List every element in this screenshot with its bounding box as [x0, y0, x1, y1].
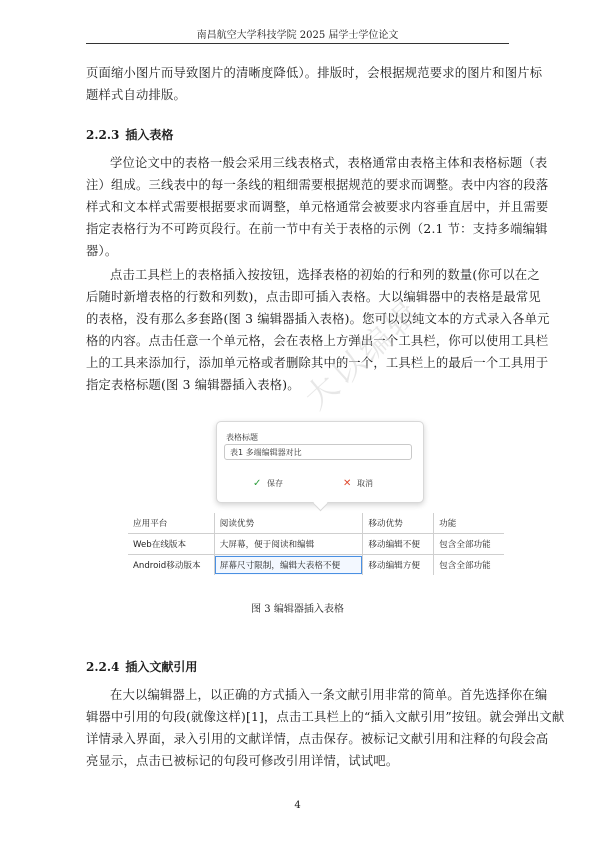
text-line: 指定表格标题(图 3 编辑器插入表格)。	[86, 378, 300, 392]
text-line: 题样式自动排版。	[86, 88, 186, 102]
table-cell[interactable]: 包含全部功能	[434, 534, 504, 555]
table-cell[interactable]: Web在线版本	[128, 534, 214, 555]
text-line: 器）。	[86, 244, 118, 258]
table-header-cell[interactable]: 移动优势	[363, 513, 434, 534]
save-button[interactable]	[253, 478, 283, 489]
table-cell[interactable]: Android移动版本	[128, 555, 214, 576]
text-line: 辑器中引用的句段(就像这样)[1]，点击工具栏上的“插入文献引用”按钮。就会弹出文献	[86, 710, 565, 724]
comparison-table	[128, 513, 504, 575]
text-line: 页面缩小图片而导致图片的清晰度降低）。排版时，会根据规范要求的图片和图片标	[86, 66, 543, 80]
section-title: 插入表格	[125, 128, 174, 142]
section-heading-2-2-4	[86, 658, 197, 675]
text-line: 样式和文本样式需要根据要求而调整，单元格通常会被要求内容垂直居中，并且需要	[86, 200, 549, 214]
text-line: 在大以编辑器上，以正确的方式插入一条文献引用非常的简单。首先选择你在编	[110, 688, 548, 702]
page-number: 4	[294, 800, 301, 811]
table-row	[128, 534, 504, 555]
close-icon: ✕	[343, 478, 352, 489]
text-line: 亮显示，点击已被标记的句段可修改引用详情，试试吧。	[86, 754, 399, 768]
figure-editor-table	[128, 421, 504, 581]
text-line: 后随时新增表格的行数和列数)，点击即可插入表格。大以编辑器中的表格是最常见	[86, 290, 541, 304]
text-line: 格的内容。点击任意一个单元格，会在表格上方弹出一个工具栏，你可以使用工具栏	[86, 334, 549, 348]
section-number: 2.2.3	[86, 128, 120, 142]
text-line: 指定表格行为不可跨页段行。在前一节中有关于表格的示例（2.1 节：支持多端编辑	[86, 222, 548, 236]
table-header-cell[interactable]: 功能	[434, 513, 504, 534]
text-line: 详情录入界面，录入引用的文献详情，点击保存。被标记文献引用和注释的句段会高	[86, 732, 549, 746]
section-title: 插入文献引用	[125, 660, 198, 674]
text-line: 点击工具栏上的表格插入按按钮，选择表格的初始的行和列的数量(你可以在之	[110, 268, 540, 282]
text-line: 注）组成。三线表中的每一条线的粗细需要根据规范的要求而调整。表中内容的段落	[86, 178, 549, 192]
check-icon: ✓	[253, 478, 262, 489]
save-label: 保存	[267, 479, 283, 488]
table-caption-label: 表格标题	[226, 433, 258, 442]
page-header: 南昌航空大学科技学院 2025 届学士学位论文	[196, 30, 399, 41]
figure-caption: 图 3 编辑器插入表格	[251, 604, 344, 615]
table-cell[interactable]: 移动编辑方便	[363, 555, 434, 576]
section-heading-2-2-3	[86, 126, 173, 143]
paragraph	[86, 152, 549, 262]
text-line: 学位论文中的表格一般会采用三线表格式，表格通常由表格主体和表格标题（表	[110, 156, 548, 170]
table-row	[128, 555, 504, 576]
table-cell-selected[interactable]: 屏幕尺寸限制，编辑大表格不便	[214, 555, 363, 576]
text-line: 的表格，没有那么多套路(图 3 编辑器插入表格)。您可以以纯文本的方式录入各单元	[86, 312, 550, 326]
paragraph	[86, 684, 565, 772]
table-cell[interactable]: 移动编辑不便	[363, 534, 434, 555]
section-number: 2.2.4	[86, 660, 120, 674]
cancel-label: 取消	[357, 479, 373, 488]
cancel-button[interactable]	[343, 478, 373, 489]
watermark: 大以编辑	[297, 292, 430, 417]
table-cell[interactable]: 大屏幕，便于阅读和编辑	[214, 534, 363, 555]
popup-pointer	[313, 496, 329, 512]
text-line: 上的工具来添加行，添加单元格或者删除其中的一个，工具栏上的最后一个工具用于	[86, 356, 549, 370]
table-header-row	[128, 513, 504, 534]
table-toolbar-popup	[216, 421, 424, 503]
table-caption-input[interactable]: 表1 多端编辑器对比	[224, 444, 412, 460]
table-cell[interactable]: 包含全部功能	[434, 555, 504, 576]
table-header-cell[interactable]: 阅读优势	[214, 513, 363, 534]
header-rule	[86, 43, 509, 44]
table-header-cell[interactable]: 应用平台	[128, 513, 214, 534]
paragraph	[86, 264, 550, 396]
intro-paragraph	[86, 62, 543, 106]
